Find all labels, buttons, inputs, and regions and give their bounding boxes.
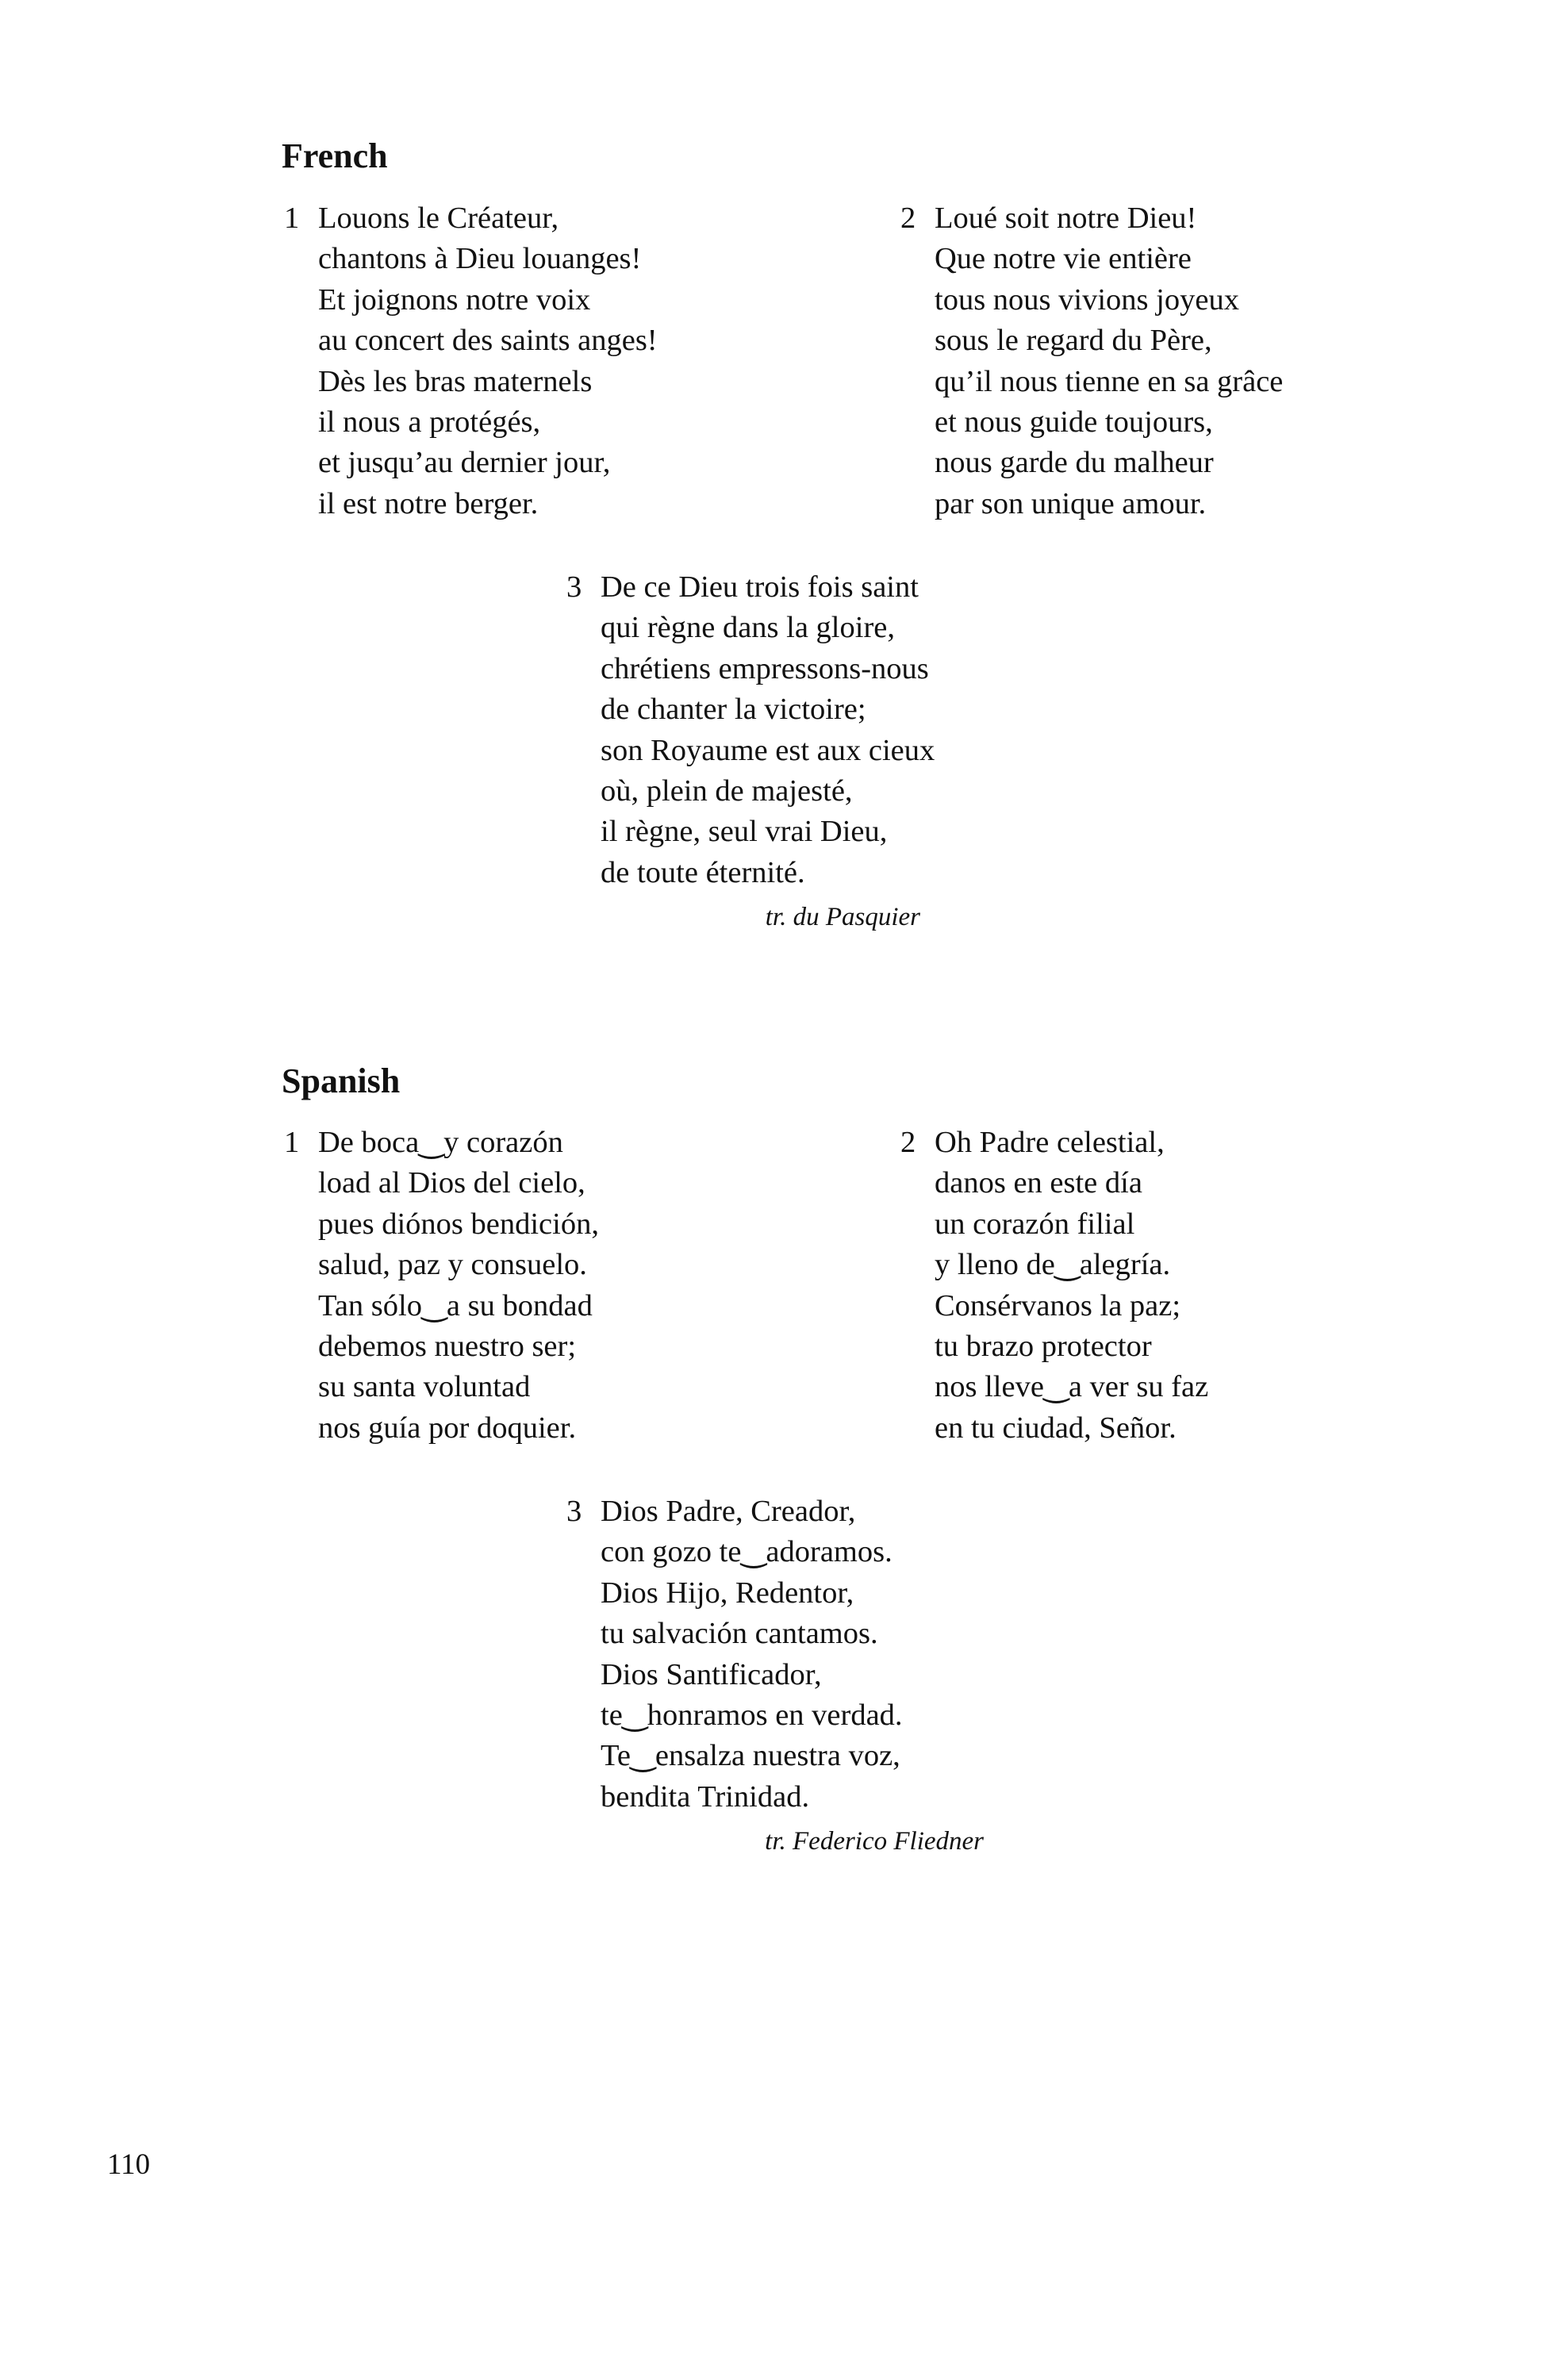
stanza-number: 1: [284, 1126, 300, 1159]
verse-line: tu brazo protector: [935, 1330, 1152, 1364]
verse-line: nos guía por doquier.: [318, 1411, 577, 1445]
verse-line: chantons à Dieu louanges!: [318, 242, 642, 276]
verse-line: en tu ciudad, Señor.: [935, 1411, 1177, 1445]
verse-line: nous garde du malheur: [935, 446, 1214, 480]
stanza-number: 2: [900, 1126, 916, 1159]
verse-line: su santa voluntad: [318, 1370, 531, 1404]
verse-line: Dios Hijo, Redentor,: [601, 1576, 854, 1610]
verse-line: tous nous vivions joyeux: [935, 282, 1239, 317]
section-heading-french: French: [282, 136, 388, 175]
verse-line: qui règne dans la gloire,: [601, 611, 895, 645]
verse-line: Loué soit notre Dieu!: [935, 202, 1197, 235]
verse-line: tu salvación cantamos.: [601, 1617, 878, 1651]
verse-line: par son unique amour.: [935, 486, 1207, 520]
verse-line: nos lleve‿a ver su faz: [935, 1370, 1209, 1404]
verse-line: il nous a protégés,: [318, 405, 541, 440]
verse-line: pues diónos bendición,: [318, 1207, 599, 1241]
verse-line: bendita Trinidad.: [601, 1779, 810, 1814]
verse-line: son Royaume est aux cieux: [601, 733, 935, 767]
verse-line: au concert des saints anges!: [318, 324, 658, 358]
verse-line: il est notre berger.: [318, 486, 539, 520]
section-heading-spanish: Spanish: [282, 1061, 401, 1100]
verse-line: de chanter la victoire;: [601, 693, 866, 727]
stanza-number: 3: [566, 1495, 582, 1528]
verse-line: y lleno de‿alegría.: [935, 1248, 1171, 1282]
verse-line: Que notre vie entière: [935, 242, 1192, 276]
verse-line: Et joignons notre voix: [318, 282, 591, 317]
verse-line: il règne, seul vrai Dieu,: [601, 815, 888, 849]
verse-line: salud, paz y consuelo.: [318, 1248, 587, 1282]
verse-line: danos en este día: [935, 1166, 1142, 1200]
verse-line: qu’il nous tienne en sa grâce: [935, 364, 1284, 398]
verse-line: Oh Padre celestial,: [935, 1126, 1165, 1159]
verse-line: un corazón filial: [935, 1207, 1135, 1241]
stanza-number: 1: [284, 202, 300, 235]
verse-line: Te‿ensalza nuestra voz,: [601, 1739, 900, 1773]
verse-line: où, plein de majesté,: [601, 774, 853, 808]
verse-line: con gozo te‿adoramos.: [601, 1535, 892, 1569]
verse-line: chrétiens empressons-nous: [601, 651, 929, 685]
translator-credit-french: tr. du Pasquier: [765, 903, 920, 931]
verse-line: et jusqu’au dernier jour,: [318, 446, 611, 480]
verse-line: de toute éternité.: [601, 855, 805, 889]
verse-line: Dès les bras maternels: [318, 364, 593, 398]
verse-line: debemos nuestro ser;: [318, 1330, 577, 1364]
stanza-number: 2: [900, 202, 916, 235]
verse-line: et nous guide toujours,: [935, 405, 1213, 440]
verse-line: sous le regard du Père,: [935, 324, 1212, 358]
page-number: 110: [107, 2148, 151, 2181]
stanza-number: 3: [566, 570, 582, 604]
verse-line: Dios Santificador,: [601, 1657, 822, 1691]
verse-line: Dios Padre, Creador,: [601, 1495, 856, 1528]
verse-line: De ce Dieu trois fois saint: [601, 570, 919, 604]
translator-credit-spanish: tr. Federico Fliedner: [765, 1827, 984, 1856]
verse-line: Louons le Créateur,: [318, 202, 559, 235]
verse-line: Consérvanos la paz;: [935, 1288, 1181, 1322]
verse-line: load al Dios del cielo,: [318, 1166, 585, 1200]
verse-line: Tan sólo‿a su bondad: [318, 1288, 593, 1322]
verse-line: De boca‿y corazón: [318, 1126, 563, 1159]
verse-line: te‿honramos en verdad.: [601, 1699, 903, 1733]
